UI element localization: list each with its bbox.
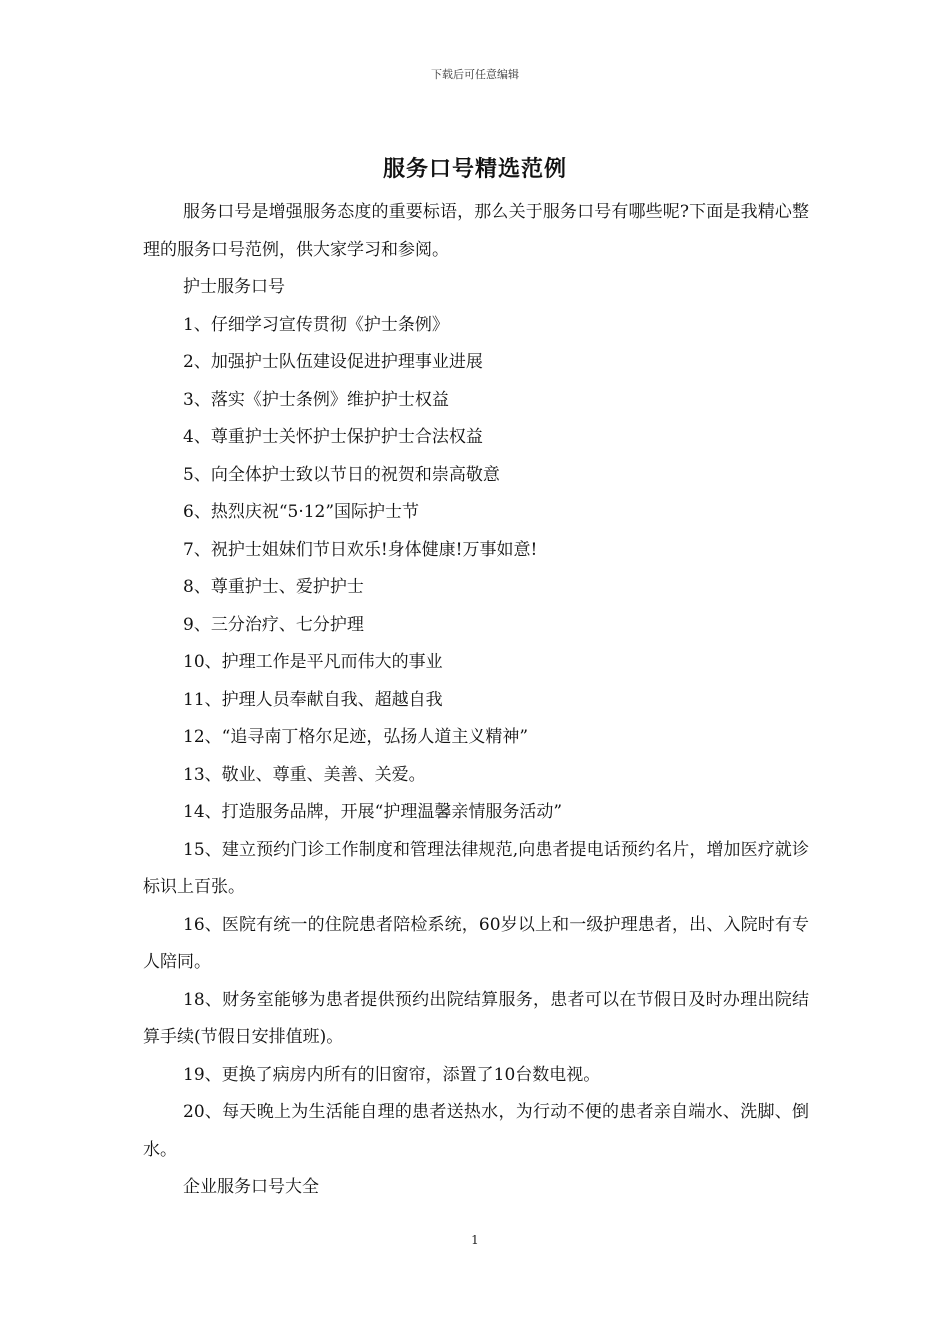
list-item: 13、敬业、尊重、美善、关爱。 — [183, 764, 426, 785]
list-item: 7、祝护士姐妹们节日欢乐!身体健康!万事如意! — [183, 539, 538, 560]
list-item: 2、加强护士队伍建设促进护理事业进展 — [183, 352, 483, 372]
list-item: 8、尊重护士、爱护护士 — [183, 577, 364, 597]
list-item: 11、护理人员奉献自我、超越自我 — [183, 689, 443, 710]
list-item: 15、建立预约门诊工作制度和管理法律规范,向患者提电话预约名片，增加医疗就诊标识上百张。 — [143, 839, 809, 897]
list-item: 9、三分治疗、七分护理 — [183, 614, 364, 635]
list-item: 4、尊重护士关怀护士保护护士合法权益 — [183, 427, 483, 447]
list-item: 6、热烈庆祝“5·12”国际护士节 — [183, 502, 420, 522]
document-body — [143, 194, 809, 1207]
list-item: 10、护理工作是平凡而伟大的事业 — [183, 652, 443, 672]
list-item: 16、医院有统一的住院患者陪检系统，60岁以上和一级护理患者，出、入院时有专人陪同。 — [143, 914, 809, 972]
list-item: 19、更换了病房内所有的旧窗帘，添置了10台数电视。 — [183, 1064, 601, 1085]
list-item: 20、每天晚上为生活能自理的患者送热水，为行动不便的患者亲自端水、洗脚、倒水。 — [143, 1102, 809, 1160]
intro-paragraph: 服务口号是增强服务态度的重要标语，那么关于服务口号有哪些呢?下面是我精心整理的服务口号范例，供大家学习和参阅。 — [143, 202, 809, 260]
list-item: 18、财务室能够为患者提供预约出院结算服务，患者可以在节假日及时办理出院结算手续(节假日安排值班)。 — [143, 989, 809, 1047]
header-note: 下载后可任意编辑 — [431, 68, 519, 81]
list-item: 3、落实《护士条例》维护护士权益 — [183, 389, 449, 410]
list-item: 5、向全体护士致以节日的祝贺和崇高敬意 — [183, 464, 500, 485]
section-heading-nurse-slogans: 护士服务口号 — [183, 277, 285, 297]
section-heading-enterprise-slogans: 企业服务口号大全 — [183, 1177, 319, 1197]
list-item: 12、“追寻南丁格尔足迹，弘扬人道主义精神” — [183, 727, 529, 747]
page-number: 1 — [471, 1233, 479, 1247]
list-item: 1、仔细学习宣传贯彻《护士条例》 — [183, 314, 449, 335]
document-title: 服务口号精选范例 — [382, 156, 567, 182]
list-item: 14、打造服务品牌，开展“护理温馨亲情服务活动” — [183, 802, 563, 822]
